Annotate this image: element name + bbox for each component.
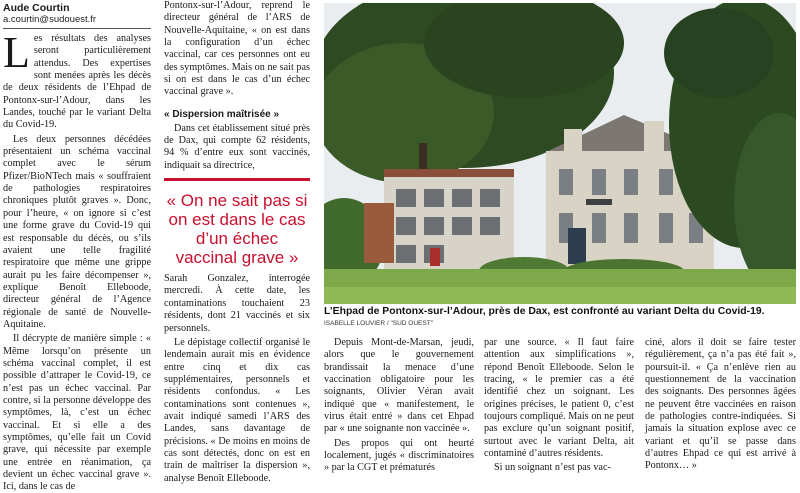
pull-quote-close-mark: » <box>284 248 299 268</box>
article-column-3 <box>324 337 474 477</box>
article-column-5 <box>645 337 796 475</box>
pull-quote-text: On ne sait pas si on est dans le cas d’un échec vaccinal grave <box>168 191 308 268</box>
photo-caption: L’Ehpad de Pontonx-sur-l’Adour, près de Dax, est confronté au variant Delta du Covid-19. <box>324 306 765 317</box>
paragraph: Dans cet établissement situé près de Dax, qui compte 62 résidents, 94 % d’entre eux sont vaccinés, indiquait sa directrice, <box>164 122 310 171</box>
lead-paragraph <box>3 28 151 132</box>
article-photo <box>324 3 796 304</box>
pull-quote-open-mark: « <box>166 191 181 211</box>
paragraph: Des propos qui ont heurté localement, jugés « discriminatoires » par la CGT et prématurés <box>324 437 474 474</box>
paragraph: par une source. « Il faut faire attention aux simplifications », répond Benoît Elleboode. Selon le tracing, « le premier cas a été identifié chez un soignant. Les origines précises, le patient 0, c’est toujours compliqué. Mais on ne peut pas exclure qu’un soignant positif, surtout avec le variant Delta, ait contaminé d’autres résidents. <box>484 337 634 460</box>
paragraph: Sarah Gonzalez, interrogée mercredi. À cette date, les contaminations touchaient 23 résidents, dont 21 vaccinés et six personnels. <box>164 273 310 334</box>
subheading: « Dispersion maîtrisée » <box>164 108 280 120</box>
lead-paragraph-text: es résultats des analyses seront particulièrement attendus. Des expertises sont menées après les décès de deux résidents de l’Ehpad de Pontonx-sur-l’Adour, dans les Landes, touché par le variant Delta du Covid-19. <box>3 33 151 131</box>
article-column-4 <box>484 337 634 477</box>
author-email[interactable]: a.courtin@sudouest.fr <box>3 14 97 25</box>
paragraph: Il décrypte de manière simple : « Même lorsqu’on présente un schéma vaccinal complet, il est possible d’attraper le Covid-19, ce n’est pas un échec vaccinal. Par contre, si la personne développe des symptômes, là, c’est un échec vaccinal. Et si elle a des symptômes, qu’elle fait un Covid grave, qui nécessite par exemple une entrée en réanimation, ça devient un échec vaccinal grave ». Ici, dans le cas de <box>3 333 151 493</box>
author-name: Aude Courtin <box>3 2 70 14</box>
drop-cap: L <box>3 28 30 77</box>
ehpad-building-illustration <box>324 3 796 304</box>
paragraph: Pontonx-sur-l’Adour, reprend le directeur général de l’ARS de Nouvelle-Aquitaine, « on est dans la configuration d’un échec vaccinal, car ces personnes ont eu des symptômes. Mais on ne sait pas si on est dans le cas d’un échec vaccinal grave ». <box>164 0 310 98</box>
paragraph: Depuis Mont-de-Marsan, jeudi, alors que le gouvernement brandissait la menace d’une vaccination obligatoire pour les soignants, Olivier Véran avait indiqué que « manifestement, le virus était entré » dans cet Ehpad par « une soignante non vaccinée ». <box>324 337 474 435</box>
pull-quote <box>164 178 310 267</box>
paragraph: Si un soignant n’est pas vac- <box>494 462 611 474</box>
photo-credit: ISABELLE LOUVIER / "SUD OUEST" <box>324 320 434 327</box>
paragraph: ciné, alors il doit se faire tester régulièrement, ça n’a pas été fait », poursuit-il. « Ça n’enlève rien au questionnement de la vaccination des soignants. Des personnes âgées ne peuvent être vaccinées en raison de pathologies contre-indiquées. Si jamais la situation explose avec ce variant et qu’il se passe dans d’autres Ehpad ce qui est arrivé à Pontonx… » <box>645 337 796 472</box>
paragraph: Le dépistage collectif organisé le lendemain aurait mis en évidence entre cinq et dix cas supplémentaires, personnels et résidents confondus. « Les contaminations sont contenues », avait indiqué samedi l’ARS des Landes, sans davantage de précisions. « De moins en moins de cas sont détectés, donc on est en train de maîtriser la dispersion », analyse Benoît Elleboode. <box>164 336 310 484</box>
article-column-2 <box>164 0 310 487</box>
article-column-1 <box>3 0 151 493</box>
paragraph: Les deux personnes décédées présentaient un schéma vaccinal complet avec le sérum Pfizer/BioNTech mais « souffraient de pathologies respiratoires chroniques plutôt graves ». Donc, pour l’heure, « on ignore si c’est une forme grave du Covid-19 qui est responsable du décès, ou s’ils avaient une telle fragilité respiratoire que même une grippe aurait pu les faire décompenser », explique Benoît Elleboode, directeur général de l’Agence régionale de santé de Nouvelle-Aquitaine. <box>3 133 151 330</box>
